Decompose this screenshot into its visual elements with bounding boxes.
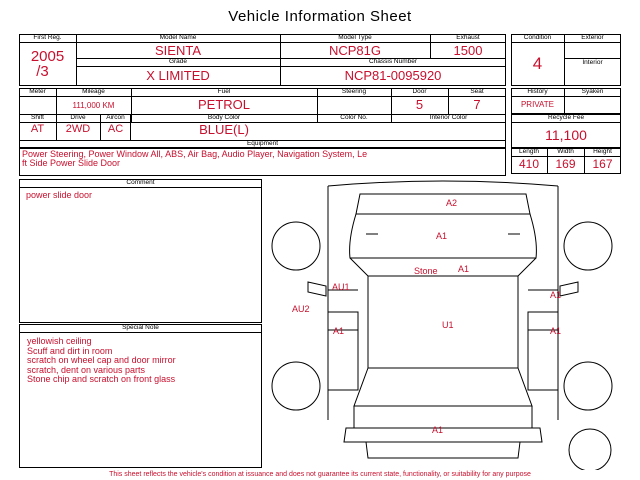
seat-value: 7 xyxy=(473,97,481,112)
drive-value: 2WD xyxy=(65,123,91,135)
first-reg-year: 2005 xyxy=(30,48,65,65)
model-type-label: Model Type xyxy=(338,34,372,41)
interior-label: Interior xyxy=(582,59,603,66)
aircon-value: AC xyxy=(107,123,124,135)
grade-label: Grade xyxy=(168,58,188,65)
grade-value: X LIMITED xyxy=(146,68,210,83)
damage-mark-a1-glass: A1 xyxy=(458,264,470,274)
recycle-fee-label: Recycle Fee xyxy=(547,114,585,121)
first-reg-label: First Reg. xyxy=(33,34,62,41)
special-note-item: yellowish ceiling xyxy=(27,336,92,346)
sheet-title: Vehicle Information Sheet xyxy=(228,8,412,25)
steering-label: Steering xyxy=(341,88,367,95)
special-note-item: scratch on wheel cap and door mirror xyxy=(27,355,176,365)
special-note-item: scratch, dent on various parts xyxy=(27,364,146,375)
damage-mark-au2: AU2 xyxy=(292,304,310,314)
history-value: PRIVATE xyxy=(520,100,555,109)
interior-color-label: Interior Color xyxy=(429,114,468,121)
model-name-label: Model Name xyxy=(159,34,197,41)
exhaust-value: 1500 xyxy=(453,43,483,58)
model-name-value: SIENTA xyxy=(155,43,201,58)
damage-mark-au1: AU1 xyxy=(332,282,350,292)
equipment-label: Equipment xyxy=(246,140,279,147)
condition-value: 4 xyxy=(532,54,543,73)
seat-label: Seat xyxy=(470,88,484,95)
exhaust-label: Exhaust xyxy=(456,34,480,41)
comment-text: power slide door xyxy=(26,190,93,200)
height-label: Height xyxy=(593,148,612,155)
equipment-line-1: Power Steering, Power Window All, ABS, Air Bag, Audio Player, Navigation System, Le xyxy=(22,149,368,159)
syaken-label: Syaken xyxy=(581,88,604,95)
width-label: Width xyxy=(557,148,574,155)
aircon-label: Aircon xyxy=(106,114,125,121)
length-label: Length xyxy=(519,148,539,155)
door-label: Door xyxy=(412,88,427,95)
special-note-label: Special Note xyxy=(122,324,159,331)
shift-value: AT xyxy=(30,123,45,135)
damage-mark-a1-hood: A1 xyxy=(436,231,448,241)
fuel-value: PETROL xyxy=(197,97,250,112)
color-no-label: Color No. xyxy=(340,114,368,121)
door-value: 5 xyxy=(415,97,424,112)
special-note-list xyxy=(27,337,176,385)
fuel-label: Fuel xyxy=(217,88,231,95)
condition-label: Condition xyxy=(523,34,552,41)
model-type-value: NCP81G xyxy=(328,43,382,58)
mileage-label: Mileage xyxy=(82,88,105,95)
width-value: 169 xyxy=(555,157,576,171)
equipment-line-2: ft Side Power Slide Door xyxy=(22,158,121,168)
recycle-fee-value: 11,100 xyxy=(545,127,587,143)
special-note-item: Stone chip and scratch on front glass xyxy=(27,374,176,384)
first-reg-month: /3 xyxy=(36,63,49,80)
damage-mark-u1: U1 xyxy=(442,320,454,330)
damage-mark-stone: Stone xyxy=(414,266,438,276)
mileage-value: 111,000 KM xyxy=(72,101,115,110)
chassis-value: NCP81-0095920 xyxy=(344,68,442,83)
damage-mark-a2: A2 xyxy=(446,198,458,208)
drive-label: Drive xyxy=(70,114,86,121)
comment-label: Comment xyxy=(126,179,155,186)
special-note-item: Scuff and dirt in room xyxy=(27,345,113,356)
history-label: History xyxy=(527,88,548,95)
body-color-label: Body Color xyxy=(207,114,241,121)
length-value: 410 xyxy=(518,157,540,171)
meter-label: Meter xyxy=(29,88,46,95)
damage-mark-a1-left-door: A1 xyxy=(333,326,345,336)
chassis-label: Chassis Number xyxy=(368,58,418,65)
exterior-label: Exterior xyxy=(581,34,604,41)
body-color-value: BLUE(L) xyxy=(199,122,249,137)
shift-label: Shift xyxy=(30,114,44,121)
damage-mark-a1-right-door: A1 xyxy=(550,326,562,336)
disclaimer-footer: This sheet reflects the vehicle's condition at issuance and does not guarantee its current state, functionality, or suitability for any purpose xyxy=(109,471,531,478)
damage-mark-a1-rear: A1 xyxy=(432,425,444,435)
damage-mark-a1-right-front: A1 xyxy=(550,290,562,300)
comment-box xyxy=(19,179,262,323)
height-value: 167 xyxy=(592,157,613,171)
